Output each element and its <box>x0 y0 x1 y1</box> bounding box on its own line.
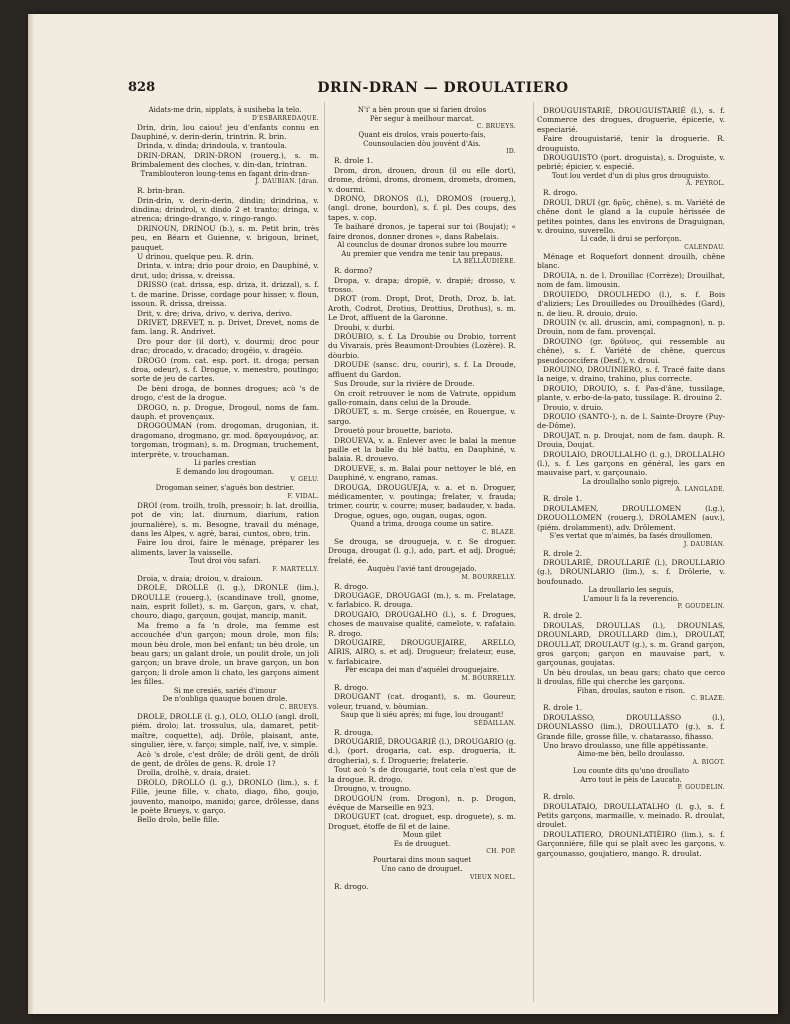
dictionary-entry: R. drole 1. <box>543 703 583 713</box>
dictionary-entry: Acò 's drole, c'est drôle; de drôli gent, de drôli de gent, de drôles de gens. R. drole 1? <box>131 749 319 768</box>
citation-author: J. DAUBIAN. [dran. <box>255 178 319 186</box>
dictionary-entry: DROLE, DROLLE (l. g.), OLO, OLLO (angl. droll, piém. drolo; lat. trossulus, ula, damaret, petit-maître, coquette), adj. Drôle, plaisant, ante, singulier, ière, v. farço; simple, naïf, ive, v. simple. <box>131 711 319 750</box>
dictionary-entry: Bello drolo, belle fille. <box>137 815 220 825</box>
verse-line: La droullario les seguis, <box>588 586 674 595</box>
text-column-1 <box>131 106 319 825</box>
dictionary-entry: Drouio, v. druio. <box>543 402 604 412</box>
dictionary-entry: DROGO, n. p. Drogue, Drogoul, noms de fam. dauph. et provençaux. <box>131 402 319 421</box>
verse-line: Arro tout le pèis de Laucato. <box>580 775 682 784</box>
verse-line: Li cade, li drui se perforçon. <box>580 235 682 244</box>
dictionary-entry: U drinou, quelque peu. R. drin. <box>137 252 254 262</box>
citation-author: ID. <box>506 148 516 156</box>
page-number: 828 <box>128 80 156 95</box>
dictionary-entry: On croit retrouver le nom de Vatrute, oppidum gallo-romain, dans celui de la Droude. <box>328 388 516 407</box>
dictionary-entry: DROLO, DROLLO (l. g.), DRONLO (lim.), s. f. Fille, jeune fille, v. chato, diago, fiho, goujo, jouvento, manoipo, manido; garce, drôlesse, dans le poète Brueys, v. garço. <box>131 777 319 815</box>
page-header <box>128 80 758 100</box>
dictionary-entry: R. drogo. <box>543 188 578 198</box>
dictionary-entry: DROUGOUN (rom. Drogon), n. p. Drogon, évêque de Marseille en 923. <box>328 793 516 812</box>
column-divider <box>533 102 534 1002</box>
verse-line: Si me cresiés, sariés d'imour <box>173 686 277 695</box>
dictionary-entry: DRISSO (cat. drissa, esp. driza, it. drizzal), s. f. t. de marine. Drisse, cordage pour hisser, v. floun, issoun. R. drissa, dreissa. <box>131 280 319 309</box>
dictionary-entry: Drit, v. dre; driva, drivo, v. deriva, derivo. <box>137 308 292 318</box>
verse-line: Drogoman seiner, s'agués bon destrier. <box>155 484 295 493</box>
verse-line: Al counclus de dounar dronos subre lou mourre <box>337 241 507 250</box>
citation-author: C. BRUEYS. <box>476 123 516 131</box>
dictionary-entry: R. drole 2. <box>543 548 583 558</box>
citation-author: A. PEYROL. <box>686 180 725 188</box>
verse-line: Tramblouteron loung-tems en fagant drin-dran- <box>140 169 310 178</box>
dictionary-entry: Ma fremo a fa 'n drole, ma femme est accouchée d'un garçon; moun drole, mon fils; moun bèu drole, mon bel enfant; un bèu drole, un beau gars; un galant drole, un poulit drole, un joli garçon; un brave drole, un brave garçon, un bon garçon; li drole amon li chato, les garçons aiment les filles. <box>131 620 319 687</box>
dictionary-entry: DRÒUBIO, s. f. La Droubie ou Drobio, torrent du Vivarais, près Beaumont-Droubies (Lozère). R. dòurbio. <box>328 332 516 360</box>
citation-author: V. GELU. <box>290 476 319 484</box>
dictionary-entry: R. drogo. <box>334 581 369 591</box>
dictionary-entry: DROUEVA, v. a. Enlever avec le balai la menue paille et la balle du blé battu, en Dauphiné, v. balaia. R. drouevo. <box>328 435 516 464</box>
dictionary-entry: DROUGUISTARIÈ, DROUGUISTARIÉ (l.), s. f. Commerce des drogues, droguerie, épicerie, v. especiarié. <box>537 106 725 134</box>
citation-author: J. DAUBIAN. <box>683 540 725 548</box>
dictionary-entry: DROUDE (sansc. dru, courir), s. f. La Droude, affluent du Gardon. <box>328 360 516 379</box>
dictionary-entry: DROULAMEN, DROULLOMEN (l.g.), DROUOLLOMEN (rouerg.), DROLAMEN (auv.), (piém. drolamment), adv. Drôlement. <box>537 503 725 532</box>
dictionary-entry: DRIVET, DREVET, n. p. Drivet, Drevet, noms de fam. lang. R. Andrivet. <box>131 317 319 337</box>
verse-line: De n'oubliga quauque bouen drole. <box>162 695 288 704</box>
dictionary-entry: R. drogo. <box>334 682 369 692</box>
citation-author: C. BLAZE. <box>690 695 725 703</box>
dictionary-entry: DROI (rom. troilh, trolh, pressoir; b. lat. droillia, pot de vin; lat. diurnum, diarium, ration journalière), s. m. Besogne, travail du ménage, dans les Alpes, v. agrè, barai, cuntos, obro, trin. <box>131 500 319 538</box>
verse-line: Pourtarai dins moun saquet <box>372 856 472 865</box>
dictionary-entry: DROLE, DROLLE (l. g.), DRONLE (lim.), DROULLE (rouerg.), (scandinave troll, gnome, nain, esprit follet), s. m. Garçon, gars, v. chat, chouro, diago, garçoun, goujat, mancip, manit. <box>131 583 319 621</box>
citation-author: P. GOUDELIN. <box>677 784 725 792</box>
dictionary-entry: Drinta, v. intra; drio pour droio, en Dauphiné, v. drut, udo; drissa, v. dreissa. <box>131 261 319 280</box>
dictionary-entry: DROUGARIÉ, DROUGARIÉ (l.), DROUGARIO (g. d.), (port. drogaria, cat. esp. drogueria, it. drogheria), s. f. Droguerie; frelaterie. <box>328 737 516 765</box>
citation-author: D'ESBARREDAQUE. <box>251 114 319 122</box>
verse-line: Aidats-me drin, sipplats, à susiheba la telo. <box>148 106 302 114</box>
verse-line: S'es vertat que m'aimés, ba fasés droullomen. <box>549 532 713 541</box>
dictionary-entry: Drogue, ogues, ogo, ougan, ougas, ogon. <box>334 510 487 520</box>
dictionary-entry: DROULAIO, DROULLALHO (l. g.), DROLLALHO (l.), s. f. Les garçons en général, les gars en mauvaise part, v. garçounaio. <box>537 449 725 478</box>
dictionary-entry: Droia, v. draia; droiou, v. draioun. <box>137 573 263 583</box>
dictionary-entry: DROUIN (v. all. druscin, ami, compagnon), n. p. Drouin, nom de fam. provençal. <box>537 317 725 337</box>
dictionary-entry: DROUGAIO, DROUGALHO (l.), s. f. Drogues, choses de mauvaise qualité, camelote, v. rafataio. R. drogo. <box>328 609 516 638</box>
dictionary-entry: Te baiharé dronos, je taperai sur toi (Boujat); « faire dronos, donner drones », dans Rabelais. <box>328 222 516 241</box>
text-column-3 <box>537 106 725 858</box>
dictionary-entry: Faire drouguistarié, tenir la droguerie. R. drouguisto. <box>537 134 725 153</box>
citation-author: C. BRUEYS. <box>279 703 319 711</box>
verse-line: L'amour li fa la reverencio. <box>582 594 680 603</box>
citation-author: A. BIGOT. <box>692 758 725 766</box>
running-head: DRIN-DRAN — DROULATIERO <box>317 80 569 96</box>
citation-author: M. BOURRELLY. <box>461 573 516 581</box>
dictionary-entry: DROUGAGE, DROUGAGI (m.), s. m. Frelatage, v. farlabico. R. drouga. <box>328 591 516 610</box>
verse-line: Pèr escapa dei man d'aquélei drouguejaire. <box>345 666 499 675</box>
verse-line: Tout lou verdet d'un di plus gros drouguisto. <box>551 171 711 180</box>
verse-line: Li parles crestian <box>193 459 257 467</box>
dictionary-entry: DROUGANT (cat. drogant), s. m. Goureur, voleur, truand, v. bòumian. <box>328 692 516 711</box>
dictionary-entry: Dro pour dor (il dort), v. dourmi; droc pour drac; drocado, v. dracado; drogéio, v. dragéio. <box>131 336 319 356</box>
dictionary-entry: DROUI, DRUI (gr. δρῦς, chêne), s. m. Variété de chêne dont le gland a la cupule hérissée de petites pointes, dans les environs de Draguignan, v. drouino, suverello. <box>537 197 725 236</box>
citation-author: CH. POP. <box>486 848 516 856</box>
verse-line: Fihan, droulas, sauton e rison. <box>576 686 686 695</box>
dictionary-entry: Ménage et Roquefort donnent drouilh, chêne blanc. <box>537 252 725 271</box>
dictionary-entry: Drin-drin, v. derin-derin, dindin; drindrina, v. dindina; drindrol, v. dindo 2 et tranto; dringa, v. atrenca; dringo-drango, v. ringo-rango. <box>131 195 319 224</box>
verse-line: Counsoulacien dòu jouvènt d'Ais. <box>363 139 481 148</box>
dictionary-page <box>28 14 778 1014</box>
dictionary-entry: Faire lou droi, faire le ménage, préparer les aliments, laver la vaisselle. <box>131 538 319 557</box>
dictionary-entry: Drougno, v. trougno. <box>334 784 412 794</box>
citation-author: LA BELLAUDIÈRE. <box>452 258 516 266</box>
dictionary-entry: DROT (rom. Dropt, Drot, Droth, Droz, b. lat. Aroth, Codrot, Drotius, Drottius, Drothus), s. m. Le Drot, affluent de la Garonne. <box>328 294 516 323</box>
verse-line: Au premier que vendra me tenir tau prepaus. <box>341 249 503 258</box>
citation-author: A. LANGLADE. <box>675 486 725 494</box>
verse-line: Es de drouguet. <box>393 839 451 848</box>
dictionary-entry: Sus Droude, sur la rivière de Droude. <box>334 379 475 389</box>
verse-line: La droullalho sonlo pigrejo. <box>582 477 680 486</box>
dictionary-entry: R. dormo? <box>334 266 373 276</box>
citation-author: P. GOUDELIN. <box>677 603 725 611</box>
dictionary-entry: DROGO (rom. cat. esp. port. it. droga; persan droa, odeur), s. f. Drogue, v. menestro, poutingo; sorte de jeu de cartes. <box>131 355 319 384</box>
verse-line: Tout droi vòu safari. <box>189 557 261 566</box>
verse-line: Lou counte dits qu'uno droullato <box>573 766 689 775</box>
citation-author: F. MARTELLY. <box>272 565 319 573</box>
dictionary-entry: DROULARIÈ, DROULLARIÉ (l.), DROULLARIO (g.), DROUNLARIO (lim.), s. f. Drôlerie, v. boufounado. <box>537 558 725 586</box>
verse-line: Pèr segur à meilhour marcat. <box>369 114 475 123</box>
dictionary-entry: Drin, drin, lou caiou! jeu d'enfants connu en Dauphiné, v. derin-derin, trintrin. R. brin. <box>131 122 319 141</box>
dictionary-entry: Dropa, v. drapa; dropiè, v. drapié; drosso, v. trosso. <box>328 275 516 295</box>
dictionary-entry: DROUIA, n. de l. Drouillac (Corrèze); Drouilhat, nom de fam. limousin. <box>537 270 725 290</box>
dictionary-entry: R. drolo. <box>543 792 576 802</box>
citation-author: SÈDAILLAN. <box>473 719 516 727</box>
dictionary-entry: DROUIEDO, DROULHEDO (l.), s. f. Bois d'aliziers; Les Drouilledes ou Drouilhèdes (Gard), n. de lieu. R. drouio, druio. <box>537 289 725 318</box>
dictionary-entry: DROUGUET (cat. droguet, esp. droguete), s. m. Droguet, étoffe de fil et de laine. <box>328 812 516 831</box>
dictionary-entry: DROUGUISTO (port. droguista), s. Droguiste, v. pebrié; épicier, v. especié. <box>537 153 725 172</box>
dictionary-entry: R. drole 2. <box>543 611 583 621</box>
dictionary-entry: R. drole 1. <box>543 494 583 504</box>
verse-line: Saup que li siéu après; mi fuge, lou drougant! <box>340 711 504 720</box>
dictionary-entry: DROUGAIRE, DROUGUEJAIRE, ARELLO, AIRIS, AIRO, s. et adj. Drogueur; frelateur, euse, v. farlabicaire. <box>328 638 516 666</box>
dictionary-entry: DROULATIERO, DROUNLATIÈIRO (lim.), s. f. Garçonnière, fille qui se plaît avec les garçons, v. garçounasso, goujatiero, mango. R. droulat. <box>537 829 725 858</box>
dictionary-entry: Drinda, v. dinda; drindoula, v. trantoula. <box>137 141 288 151</box>
dictionary-entry: DROUINO (gr. δρύϊνος, qui ressemble au chêne), s. f. Variété de chêne, quercus pseudococcifera (Desf.), v. droui. <box>537 336 725 365</box>
dictionary-entry: Droubi, v. durbi. <box>334 322 395 332</box>
dictionary-entry: R. drogo. <box>334 881 369 891</box>
citation-author: F. VIDAL. <box>287 492 319 500</box>
verse-line: N'i' a bèn proun que si farien drolos <box>357 106 487 114</box>
dictionary-entry: Tout acò 's de drougarié, tout cela n'est que de la drogue. R. drogo. <box>328 765 516 784</box>
dictionary-entry: Un bèu droulas, un beau gars; chato que cerco li droulas, fille qui cherche les garçons. <box>537 667 725 687</box>
dictionary-entry: DROUGA, DROUGUEJA, v. a. et n. Droguer, médicamenter, v. poutinga; frelater, v. frauda; trimer, courir, v. courre; muser, badauder, v. bada. <box>328 482 516 511</box>
verse-line: Auquèu l'avié tant drougejado. <box>367 565 477 573</box>
dictionary-entry: DROULASSO, DROULLASSO (l.), DROUNLASSO (lim.), DROULLATO (g.), s. f. Grande fille, grosse fille, v. chatarasso, fihasso. <box>537 712 725 741</box>
dictionary-entry: DROULATAIO, DROULLATALHO (l. g.), s. f. Petits garçons, marmaille, v. meinado. R. droulat, droulet. <box>537 801 725 830</box>
dictionary-entry: DROUINO, DROUINIERO, s. f. Tracé faite dans la neige, v. draino, trahino, plus correcte. <box>537 364 725 384</box>
verse-line: Quant eis drolos, vrais pouerto-fais, <box>358 131 486 140</box>
citation-author: C. BLAZE. <box>481 528 516 536</box>
dictionary-entry: R. drouga. <box>334 727 374 737</box>
dictionary-entry: De bèni droga, de bonnes drogues; acò 's de drogo, c'est de la drogue. <box>131 383 319 403</box>
dictionary-entry: Drom, dron, drouen, droun (il ou elle dort), drome, dròmi, droms, dromem, dromets, dromen, v. dourmi. <box>328 165 516 194</box>
dictionary-entry: R. drole 1. <box>334 156 374 166</box>
dictionary-entry: DROUJAT, n. p. Droujat, nom de fam. dauph. R. Drouia, Doujat. <box>537 430 725 450</box>
dictionary-entry: DRONO, DRONOS (l.), DROMOS (rouerg.), (angl. drone, bourdon), s. f. pl. Des coups, des tapes, v. cop. <box>328 194 516 222</box>
column-divider <box>324 102 325 1002</box>
text-column-2 <box>328 106 516 891</box>
dictionary-entry: Drouetò pour brouette, barioto. <box>334 426 453 436</box>
dictionary-entry: Drolla, drolhè, v. draia, draiet. <box>137 768 251 778</box>
dictionary-entry: DROUIO, DROUIO, s. f. Pas-d'âne, tussilage, plante, v. erbo-de-la-pato, tussilage. R. drouino 2. <box>537 383 725 403</box>
dictionary-entry: Se drouga, se drougueja, v. r. Se droguer. Drouga, drougat (l. g.), ado, part. et adj. Drogué; frelaté, ée. <box>328 536 516 565</box>
verse-line: Quand a trima, drouga coume un satire. <box>350 520 494 529</box>
verse-line: E demando lou drogouman. <box>175 467 275 476</box>
dictionary-entry: DROULAS, DROULLAS (l.), DROUNLAS, DROUNLARD, DROULLARD (lim.), DROULAT, DROULLAT, DROULAUT (g.), s. m. Grand garçon, gros garçon; garçon en mauvaise part, v. garçounas, goujatas. <box>537 620 725 668</box>
dictionary-entry: DRIN-DRAN, DRIN-DRON (rouerg.), s. m. Brimbalement des cloches, v. din-dan, trintran. <box>131 150 319 170</box>
verse-line: Uno cano de drouguet. <box>381 864 463 873</box>
dictionary-entry: DROGOUMAN (rom. drogoman, drugonian, it. dragomano, drogmano, gr. mod. δραγουμάνος, ar. torgoman, trogman), s. m. Drogman, truchement, interprète, v. trouchaman. <box>131 421 319 459</box>
dictionary-entry: DRINOUN, DRINOU (b.), s. m. Petit brin, très peu, en Béarn et Guienne, v. brigoun, brinet, pauquet. <box>131 223 319 252</box>
dictionary-entry: R. brin-bran. <box>137 186 185 196</box>
dictionary-entry: DROUEVE, s. m. Balai pour nettoyer le blé, en Dauphiné, v. engrano, ramas. <box>328 463 516 483</box>
dictionary-entry: Uno bravo droulasso, une fille appétissante. <box>543 740 709 750</box>
dictionary-entry: DROUIO (SANTO-), n. de l. Sainte-Droyre (Puy-de-Dôme). <box>537 411 725 431</box>
dictionary-entry: DROUET, s. m. Serge croisée, en Rouergue, v. sargo. <box>328 407 516 426</box>
citation-author: M. BOURRELLY. <box>461 674 516 682</box>
verse-line: Moun gilet <box>402 831 442 840</box>
citation-author: CALENDAU. <box>684 244 725 252</box>
verse-line: Aimo-me bèn, bello droulasso. <box>577 750 685 759</box>
citation-author: VIEUX NOEL. <box>469 873 516 881</box>
